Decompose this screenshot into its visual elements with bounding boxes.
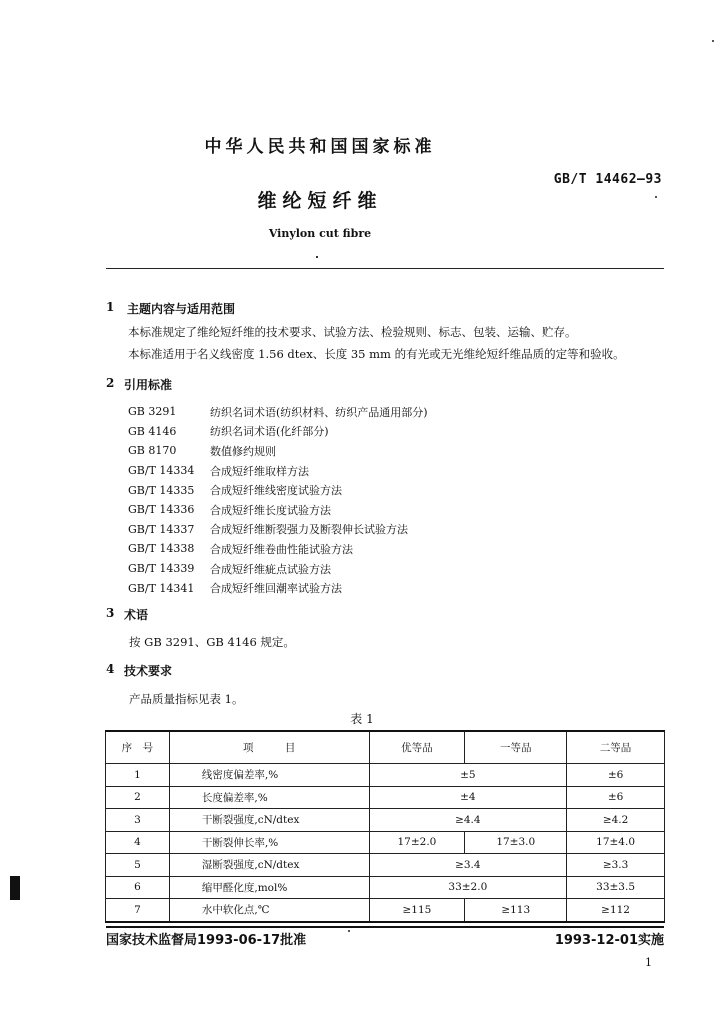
cell-superior-first: ±4: [369, 786, 567, 809]
reference-name: 合成短纤维疵点试验方法: [210, 562, 331, 576]
cell-item: 线密度偏差率,%: [169, 764, 369, 787]
cell-item: 湿断裂强度,cN/dtex: [169, 854, 369, 877]
section-3-number: 3: [106, 606, 115, 620]
section-4-paragraph: 产品质量指标见表 1。: [129, 692, 244, 706]
cell-superior-first: 33±2.0: [369, 876, 567, 899]
reference-code: GB 4146: [128, 424, 177, 438]
reference-item: [128, 539, 428, 559]
section-2-title: 引用标准: [124, 378, 173, 392]
table-row: [106, 831, 665, 854]
cell-first: ≥113: [465, 899, 567, 922]
title-dot: [316, 256, 318, 258]
document-title-cn: 维纶短纤维: [257, 190, 383, 212]
section-4-title: 技术要求: [124, 664, 173, 678]
referenced-standards-list: [128, 402, 428, 598]
table-caption: 表 1: [350, 712, 374, 726]
scan-speck: [348, 930, 350, 932]
approval-note: 国家技术监督局1993-06-17批准: [106, 933, 307, 948]
reference-item: [128, 441, 428, 461]
cell-superior: 17±2.0: [369, 831, 465, 854]
cell-item: 长度偏差率,%: [169, 786, 369, 809]
reference-code: GB/T 14341: [128, 581, 195, 595]
table-row: [106, 876, 665, 899]
national-standard-heading: 中华人民共和国国家标准: [204, 137, 436, 157]
cell-first: 17±3.0: [465, 831, 567, 854]
reference-item: [128, 480, 428, 500]
scan-speck: [655, 196, 657, 198]
cell-second: ≥3.3: [567, 854, 665, 877]
footer-rule: [106, 926, 664, 928]
reference-name: 纺织名词术语(化纤部分): [210, 425, 329, 439]
reference-code: GB/T 14334: [128, 464, 195, 478]
cell-second: ±6: [567, 786, 665, 809]
implementation-date: 1993-12-01实施: [554, 933, 664, 948]
cell-second: ±6: [567, 764, 665, 787]
reference-name: 合成短纤维断裂强力及断裂伸长试验方法: [210, 523, 408, 537]
reference-item: [128, 422, 428, 442]
reference-name: 合成短纤维卷曲性能试验方法: [210, 542, 353, 556]
reference-code: GB/T 14338: [128, 542, 195, 556]
reference-name: 合成短纤维回潮率试验方法: [210, 582, 342, 596]
cell-seq: 2: [106, 786, 170, 809]
header-rule: [106, 268, 664, 269]
section-1-number: 1: [106, 300, 115, 314]
scan-binding-mark: [10, 876, 20, 900]
section-4-number: 4: [106, 662, 115, 676]
reference-code: GB/T 14336: [128, 503, 195, 517]
reference-name: 合成短纤维长度试验方法: [210, 503, 331, 517]
section-3-paragraph: 按 GB 3291、GB 4146 规定。: [129, 635, 295, 649]
quality-index-table: [105, 730, 665, 923]
table-row: [106, 899, 665, 922]
reference-name: 纺织名词术语(纺织材料、纺织产品通用部分): [210, 405, 428, 419]
reference-item: [128, 500, 428, 520]
cell-second: 33±3.5: [567, 876, 665, 899]
header-grade-first: 一等品: [465, 731, 567, 764]
cell-seq: 4: [106, 831, 170, 854]
reference-code: GB/T 14337: [128, 522, 195, 536]
cell-item: 干断裂伸长率,%: [169, 831, 369, 854]
scan-speck: [712, 40, 714, 42]
reference-code: GB/T 14335: [128, 483, 195, 497]
cell-seq: 5: [106, 854, 170, 877]
cell-seq: 1: [106, 764, 170, 787]
cell-seq: 6: [106, 876, 170, 899]
header-grade-second: 二等品: [567, 731, 665, 764]
reference-code: GB/T 14339: [128, 562, 195, 576]
cell-second: ≥4.2: [567, 809, 665, 832]
cell-seq: 7: [106, 899, 170, 922]
reference-item: [128, 402, 428, 422]
reference-item: [128, 559, 428, 579]
cell-item: 水中软化点,℃: [169, 899, 369, 922]
page-number: 1: [645, 956, 652, 969]
section-2-number: 2: [106, 376, 115, 390]
cell-second: 17±4.0: [567, 831, 665, 854]
reference-item: [128, 520, 428, 540]
table-row: [106, 854, 665, 877]
header-seq: 序 号: [106, 731, 170, 764]
cell-item: 缩甲醛化度,mol%: [169, 876, 369, 899]
cell-seq: 3: [106, 809, 170, 832]
reference-code: GB 8170: [128, 444, 177, 458]
section-3-title: 术语: [124, 608, 149, 622]
reference-item: [128, 578, 428, 598]
section-1-paragraph: 本标准适用于名义线密度 1.56 dtex、长度 35 mm 的有光或无光维纶短纤维品质的定等和验收。: [128, 347, 625, 361]
reference-item: [128, 461, 428, 481]
header-item: 项 目: [169, 731, 369, 764]
section-1-title: 主题内容与适用范围: [127, 302, 236, 316]
reference-name: 合成短纤维取样方法: [210, 464, 309, 478]
table-row: [106, 764, 665, 787]
cell-superior: ≥115: [369, 899, 465, 922]
cell-superior-first: ≥4.4: [369, 809, 567, 832]
header-grade-superior: 优等品: [369, 731, 465, 764]
table-row: [106, 786, 665, 809]
reference-code: GB 3291: [128, 405, 177, 419]
table-row: [106, 809, 665, 832]
cell-superior-first: ≥3.4: [369, 854, 567, 877]
document-title-en: Vinylon cut fibre: [268, 227, 372, 240]
cell-superior-first: ±5: [369, 764, 567, 787]
standard-code: GB/T 14462—93: [553, 172, 662, 187]
reference-name: 合成短纤维线密度试验方法: [210, 484, 342, 498]
cell-item: 干断裂强度,cN/dtex: [169, 809, 369, 832]
table-header-row: [106, 731, 665, 764]
reference-name: 数值修约规则: [210, 444, 276, 458]
cell-second: ≥112: [567, 899, 665, 922]
section-1-paragraph: 本标准规定了维纶短纤维的技术要求、试验方法、检验规则、标志、包装、运输、贮存。: [128, 325, 577, 339]
